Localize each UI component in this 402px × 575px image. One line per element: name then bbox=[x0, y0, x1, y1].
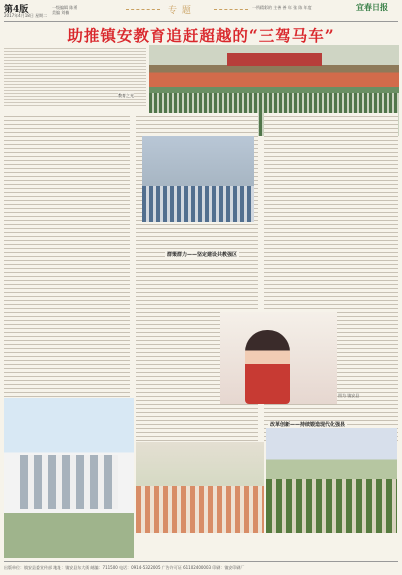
classroom-photo bbox=[136, 442, 264, 533]
speaker-caption: 图为 镇安县 bbox=[338, 393, 360, 398]
main-headline: 助推镇安教育追赶超越的“三驾马车” bbox=[67, 26, 335, 45]
footer-text: 出版单位：镇安县委宣传部 地址：镇安县东大街 邮编：711500 电话：0914-5322005 广告许可证 61102400003 印刷：镇安印刷厂 bbox=[4, 565, 245, 570]
newspaper-name: 宜春日报 bbox=[356, 3, 388, 12]
article-column-left bbox=[4, 113, 130, 441]
slogan: 一所精彩的 主善 善 年 张 陈 年度 bbox=[252, 5, 312, 10]
sports-field-photo bbox=[266, 428, 397, 533]
masthead bbox=[0, 0, 402, 22]
editor-line: 一级编辑 陈勇 bbox=[52, 5, 78, 10]
dash-left bbox=[126, 9, 160, 10]
meeting-photo bbox=[142, 136, 254, 222]
editor-info bbox=[52, 5, 77, 15]
designer-line: 美编 刘楠 bbox=[52, 10, 70, 15]
middle-subheading: 群策群力——坚定建设共教强区 bbox=[167, 252, 238, 258]
school-building-photo bbox=[4, 398, 134, 558]
header-rule bbox=[4, 21, 398, 22]
right-subheading: 改革创新——持续锻造现代化强县 bbox=[270, 422, 346, 428]
footer-rule bbox=[4, 561, 398, 562]
dash-right bbox=[214, 9, 248, 10]
issue-number: 第4版 bbox=[4, 5, 29, 15]
speaker-photo bbox=[220, 312, 337, 404]
lead-subtitle: 教育之光 bbox=[118, 93, 134, 98]
issue-date: 2017年4月18日 星期二 bbox=[4, 13, 48, 18]
section-title: 专 题 bbox=[168, 6, 192, 16]
